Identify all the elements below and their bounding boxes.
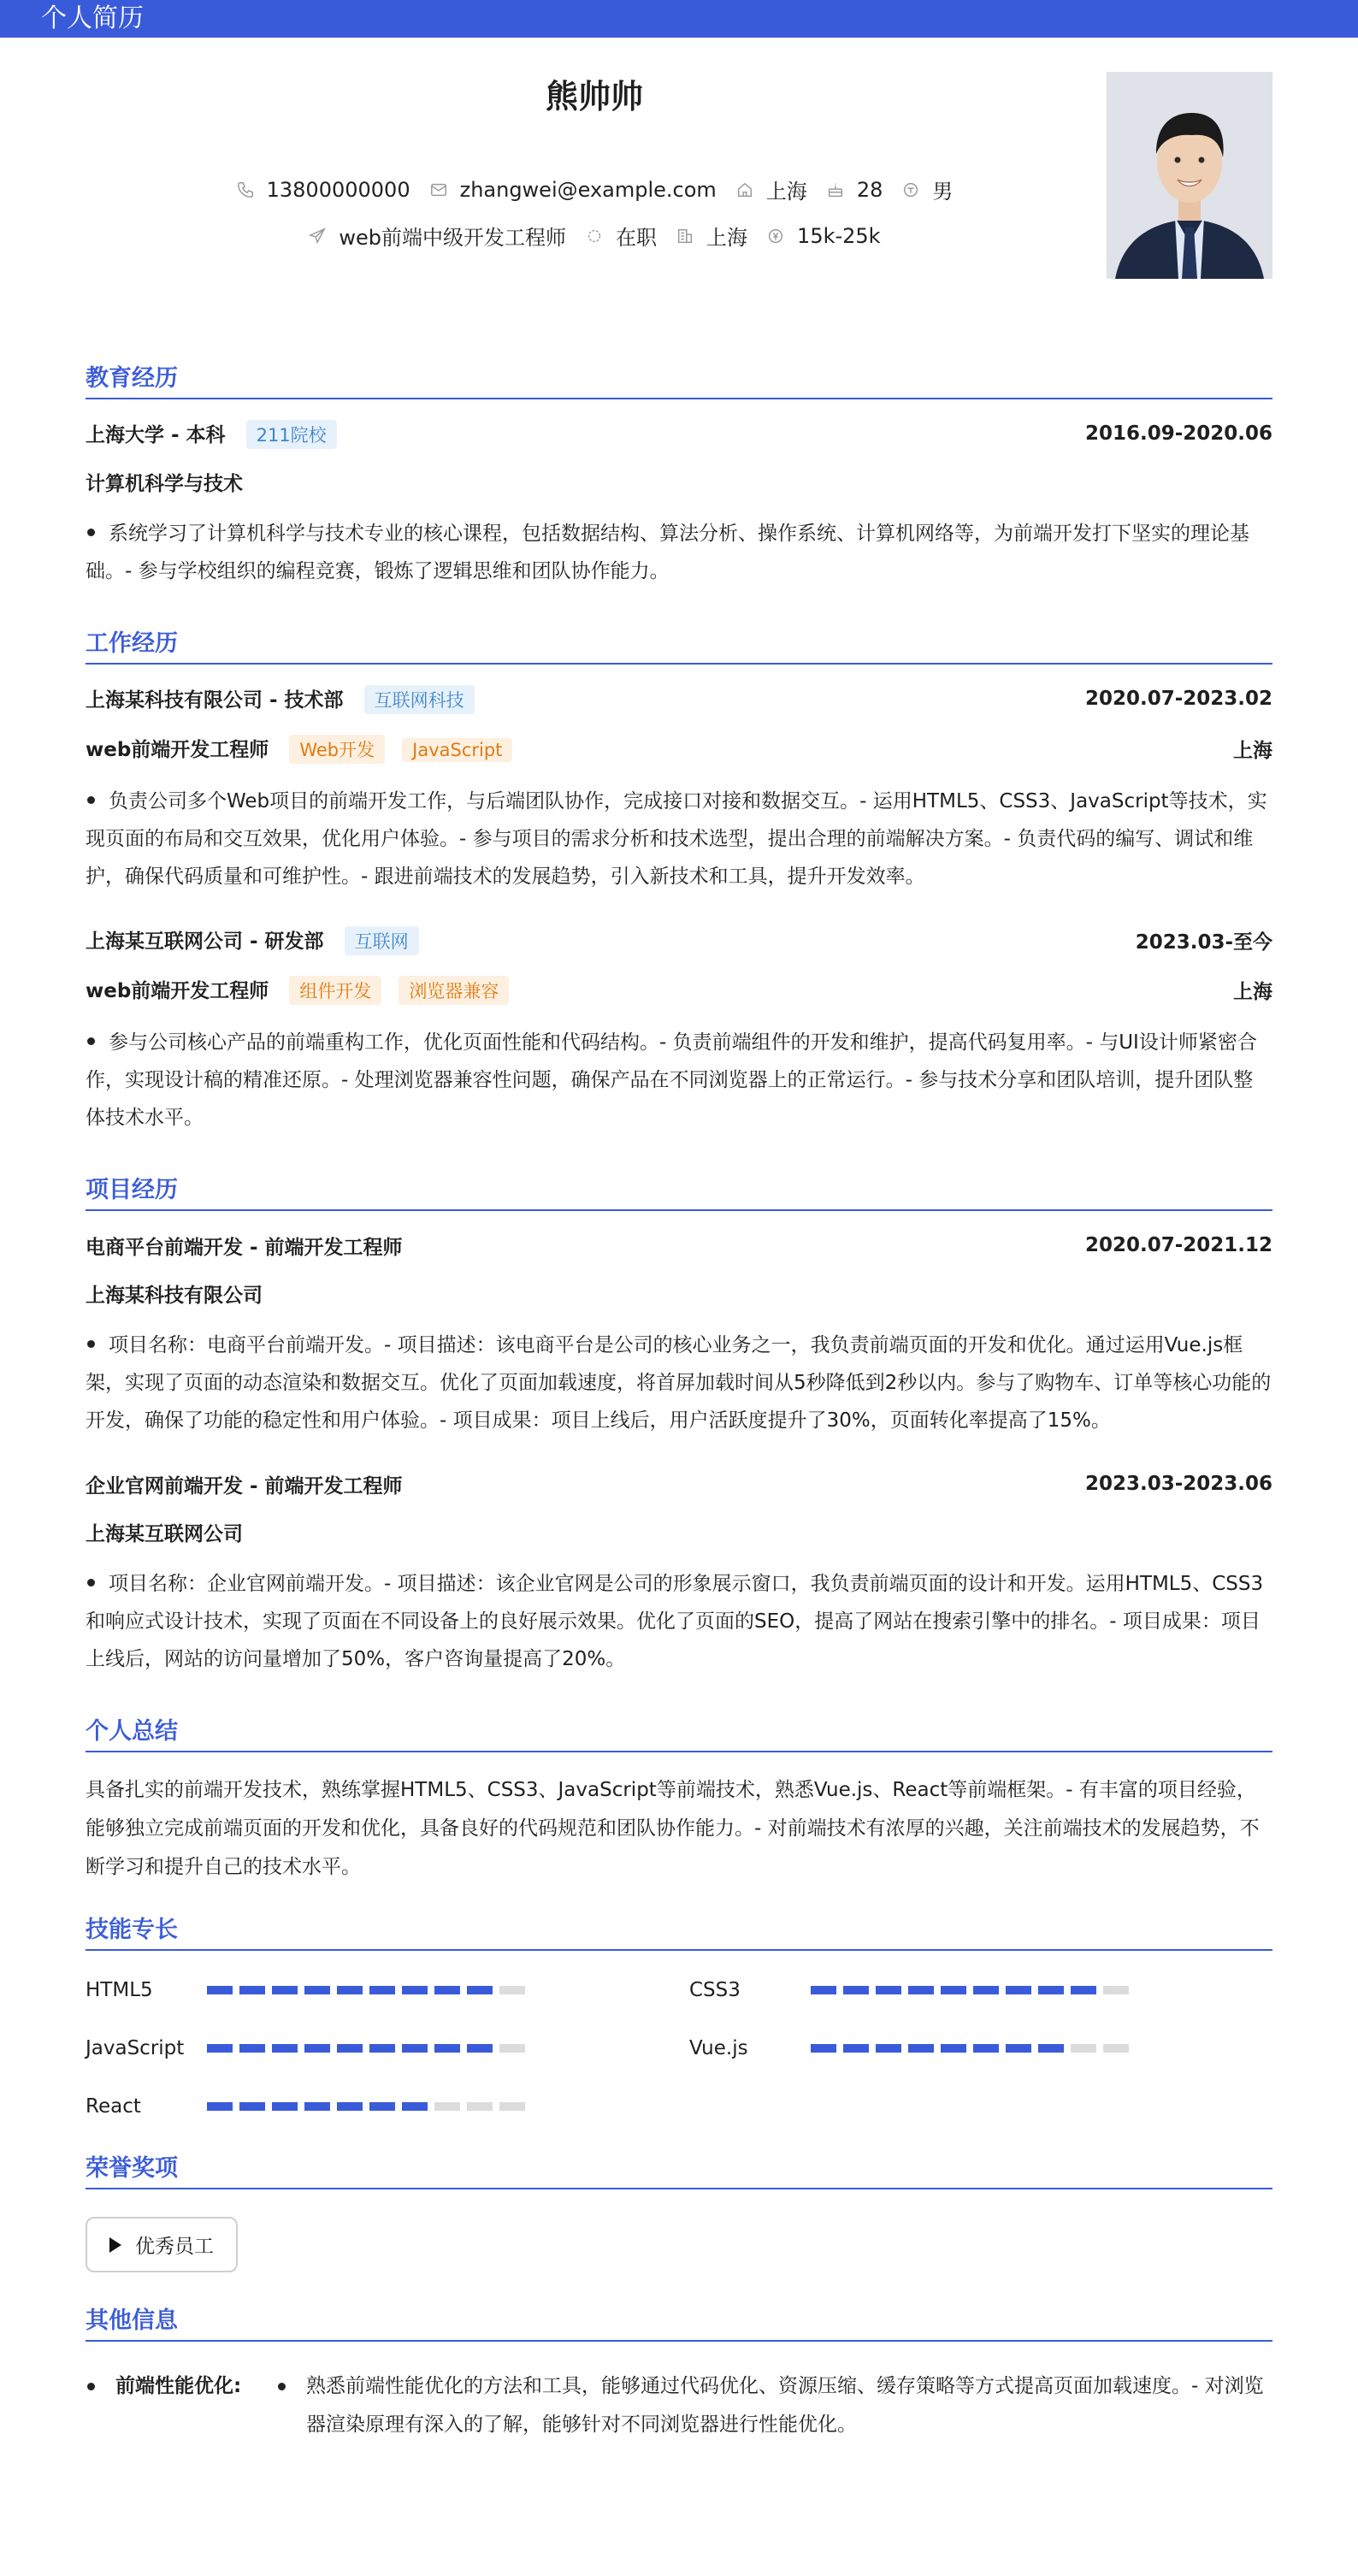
skill-level-segment: [239, 1986, 265, 1994]
contact-row: [86, 174, 1103, 204]
skill-level-segment: [304, 2044, 330, 2053]
education-description: [86, 515, 1272, 590]
salary-text: 15k-25k: [797, 223, 881, 248]
job-skill-tag: 组件开发: [289, 976, 381, 1005]
phone-icon: [236, 180, 255, 199]
profile-photo: [1107, 72, 1272, 279]
skills-grid: [86, 1976, 1272, 2120]
gender-text: 男: [932, 180, 954, 204]
skill-level-segment: [239, 2044, 265, 2053]
skill-level-segment: [499, 1986, 525, 1994]
skill-level-bar: [811, 1986, 1129, 1994]
project-date: 2023.03-2023.06: [1084, 1473, 1272, 1495]
job-skill-tag: 浏览器兼容: [399, 976, 509, 1005]
job-role-line: [86, 734, 512, 764]
home-icon: [735, 180, 754, 199]
skill-level-segment: [1071, 1986, 1096, 1994]
job-item: [86, 925, 1272, 1137]
school-line: [86, 419, 337, 449]
skill-level-segment: [908, 2044, 934, 2053]
skill-level-segment: [337, 1986, 363, 1994]
skill-level-segment: [908, 1986, 934, 1994]
profile-name: 熊帅帅: [545, 78, 643, 115]
skill-name: CSS3: [689, 1979, 741, 2001]
resume-title: 个人简历: [41, 3, 144, 33]
skill-level-segment: [1038, 2044, 1064, 2053]
skill-level-segment: [207, 2102, 233, 2111]
gender-icon: [901, 180, 920, 199]
skill-level-segment: [402, 2044, 428, 2053]
job-role: web前端开发工程师: [86, 979, 269, 1002]
skill-level-segment: [402, 2102, 428, 2111]
bullet-dot: [87, 2383, 95, 2390]
skill-name: JavaScript: [86, 2037, 185, 2059]
skill-level-segment: [499, 2102, 525, 2111]
skill-level-segment: [402, 1986, 428, 1994]
award-item[interactable]: [86, 2217, 238, 2272]
age-item: [826, 178, 883, 202]
job-company-line: [86, 684, 475, 714]
job-role-row: [86, 733, 1272, 764]
job-date: 2020.07-2023.02: [1084, 688, 1272, 710]
education-major: 计算机科学与技术: [86, 473, 243, 495]
skills-section: [86, 1911, 1272, 2120]
mail-icon: [429, 180, 448, 199]
status-item: [585, 221, 657, 251]
education-header: [86, 418, 1272, 449]
city-text: 上海: [765, 180, 807, 204]
summary-section: [86, 1712, 1272, 1887]
skill-item: [689, 1976, 1293, 2004]
project-description: [86, 1326, 1272, 1439]
school-tag: 211院校: [246, 420, 337, 449]
job-description: [86, 783, 1272, 895]
skill-name: HTML5: [86, 1979, 153, 2001]
awards-section: [86, 2149, 1272, 2272]
project-desc-text: 项目名称：电商平台前端开发。- 项目描述：该电商平台是公司的核心业务之一，我负责前端页面的开发和优化。通过运用Vue.js框架，实现了页面的动态渲染和数据交互。优化了页面加载速度，将首屏加载时间从5秒降低到2秒以内。参与了购物车、订单等核心功能的开发，确保了功能的稳定性和用户体验。- 项目成果：项目上线后，用户活跃度提升了30%，页面转化率提高了15%。: [86, 1334, 1272, 1432]
job-desc-text: 参与公司核心产品的前端重构工作，优化页面性能和代码结构。- 负责前端组件的开发和维护，提高代码复用率。- 与UI设计师紧密合作，实现设计稿的精准还原。- 处理浏览器兼容性问题，确保产品在不同浏览器上的正常运行。- 参与技术分享和团队培训，提升团队整体技术水平。: [86, 1031, 1257, 1129]
summary-title: 个人总结: [86, 1712, 1272, 1752]
skill-level-segment: [272, 2102, 298, 2111]
projects-section: [86, 1171, 1272, 1678]
skill-level-segment: [369, 1986, 395, 1994]
education-title: 教育经历: [86, 359, 1272, 399]
skill-level-bar: [811, 2044, 1129, 2053]
skill-level-segment: [1103, 1986, 1129, 1994]
skill-level-segment: [811, 1986, 836, 1994]
skill-level-segment: [337, 2044, 363, 2053]
phone-text: 13800000000: [266, 177, 410, 202]
bullet-dot: [87, 1579, 95, 1586]
skill-level-segment: [434, 2102, 460, 2111]
education-section: [86, 359, 1272, 590]
job-date: 2023.03-至今: [1135, 931, 1272, 954]
skill-level-segment: [941, 1986, 966, 1994]
bullet-dot: [278, 2383, 286, 2390]
summary-text: 具备扎实的前端开发技术，熟练掌握HTML5、CSS3、JavaScript等前端技术，熟悉Vue.js、React等前端框架。- 有丰富的项目经验，能够独立完成前端页面的开发和优化，具备良好的代码规范和团队协作能力。- 对前端技术有浓厚的兴趣，关注前端技术的发展趋势，不断学习和提升自己的技术水平。: [86, 1779, 1260, 1878]
status-text: 在职: [616, 226, 658, 250]
phone-item: [236, 178, 410, 202]
profile-photo-illustration: [1107, 72, 1272, 279]
email-text: zhangwei@example.com: [459, 177, 717, 202]
other-section: [86, 2301, 1272, 2444]
skill-level-segment: [973, 2044, 999, 2053]
other-item: [86, 2367, 1272, 2444]
skill-level-segment: [1103, 2044, 1129, 2053]
project-item: [86, 1468, 1272, 1678]
job-role-row: [86, 974, 1272, 1005]
bullet-dot: [87, 529, 95, 536]
age-text: 28: [856, 177, 883, 202]
job-item: [86, 683, 1272, 895]
skill-level-segment: [272, 1986, 298, 1994]
city-item: [735, 174, 807, 204]
work-city-text: 上海: [706, 226, 748, 250]
skill-level-segment: [876, 1986, 901, 1994]
skill-item: [86, 2035, 689, 2062]
other-title: 其他信息: [86, 2301, 1272, 2342]
other-label: 前端性能优化:: [115, 2375, 242, 2397]
skill-level-segment: [369, 2102, 395, 2111]
job-desc-text: 负责公司多个Web项目的前端开发工作，与后端团队协作，完成接口对接和数据交互。- 运用HTML5、CSS3、JavaScript等技术，实现页面的布局和交互效果，优化用户体验。- 参与项目的需求分析和技术选型，提出合理的前端解决方案。- 负责代码的编写、调试和维护，确保代码质量和可维护性。- 跟进前端技术的发展趋势，引入新技术和工具，提升开发效率。: [86, 790, 1267, 888]
skill-level-segment: [434, 2044, 460, 2053]
job-description: [86, 1024, 1272, 1137]
resume-topbar: [0, 0, 1358, 38]
job-company-tag: 互联网科技: [364, 685, 475, 714]
job-skill-tag: JavaScript: [402, 738, 512, 762]
project-name: 电商平台前端开发 - 前端开发工程师: [86, 1236, 403, 1259]
job-header: [86, 925, 1272, 955]
skill-level-segment: [207, 1986, 233, 1994]
skill-level-segment: [1006, 2044, 1031, 2053]
project-header: [86, 1230, 1272, 1261]
skill-level-segment: [811, 2044, 836, 2053]
job-company: 上海某互联网公司 - 研发部: [86, 930, 324, 953]
position-item: [308, 221, 566, 251]
job-company: 上海某科技有限公司 - 技术部: [86, 688, 344, 712]
email-item: [429, 178, 717, 202]
skill-level-segment: [941, 2044, 966, 2053]
work-section: [86, 624, 1272, 1137]
skill-level-segment: [207, 2044, 233, 2053]
work-title: 工作经历: [86, 624, 1272, 665]
skill-level-segment: [467, 2044, 493, 2053]
position-text: web前端中级开发工程师: [339, 226, 567, 250]
skill-level-segment: [843, 1986, 869, 1994]
skill-level-segment: [337, 2102, 363, 2111]
resume-page: [0, 38, 1358, 2444]
skill-level-segment: [843, 2044, 869, 2053]
salary-item: [766, 224, 881, 248]
bullet-dot: [87, 796, 95, 804]
bullet-dot: [87, 1037, 95, 1045]
skill-level-segment: [876, 2044, 901, 2053]
skill-level-segment: [467, 2102, 493, 2111]
skill-level-segment: [1038, 1986, 1064, 1994]
project-item: [86, 1230, 1272, 1439]
project-description: [86, 1565, 1272, 1678]
job-role-line: [86, 975, 509, 1005]
project-desc-text: 项目名称：企业官网前端开发。- 项目描述：该企业官网是公司的形象展示窗口，我负责前端页面的设计和开发。运用HTML5、CSS3和响应式设计技术，实现了页面在不同设备上的良好展示效果。优化了页面的SEO，提高了网站在搜索引擎中的排名。- 项目成果：项目上线后，网站的访问量增加了50%，客户咨询量提高了20%。: [86, 1573, 1264, 1670]
skills-title: 技能专长: [86, 1911, 1272, 1951]
skill-item: [86, 2093, 689, 2120]
job-company-tag: 互联网: [345, 926, 419, 955]
job-intent-row: [86, 221, 1103, 251]
skill-level-segment: [434, 1986, 460, 1994]
skill-level-segment: [272, 2044, 298, 2053]
skill-item: [86, 1976, 689, 2004]
education-date: 2016.09-2020.06: [1084, 422, 1272, 445]
skill-level-bar: [207, 2044, 525, 2053]
gender-item: [901, 174, 953, 204]
skill-level-segment: [369, 2044, 395, 2053]
job-header: [86, 683, 1272, 714]
other-text: 熟悉前端性能优化的方法和工具，能够通过代码优化、资源压缩、缓存策略等方式提高页面加载速度。- 对浏览器渲染原理有深入的了解，能够针对不同浏览器进行性能优化。: [306, 2375, 1264, 2436]
bullet-dot: [87, 1340, 95, 1348]
project-header: [86, 1468, 1272, 1499]
project-company: 上海某科技有限公司: [86, 1285, 263, 1307]
skill-level-segment: [467, 1986, 493, 1994]
awards-title: 荣誉奖项: [86, 2149, 1272, 2189]
skill-name: React: [86, 2095, 141, 2118]
job-location: 上海: [1233, 980, 1272, 1003]
project-company: 上海某互联网公司: [86, 1523, 243, 1545]
skill-level-segment: [973, 1986, 999, 1994]
skill-level-segment: [304, 1986, 330, 1994]
school-name: 上海大学 - 本科: [86, 423, 226, 446]
skill-level-segment: [499, 2044, 525, 2053]
job-location: 上海: [1233, 739, 1272, 762]
award-label: 优秀员工: [135, 2236, 214, 2258]
skill-name: Vue.js: [689, 2037, 748, 2059]
skill-item: [689, 2035, 1293, 2062]
skill-level-segment: [1071, 2044, 1096, 2053]
skill-level-segment: [1006, 1986, 1031, 1994]
skill-level-bar: [207, 1986, 525, 1994]
building-icon: [676, 227, 694, 245]
job-role: web前端开发工程师: [86, 738, 269, 761]
profile-header: [86, 38, 1272, 328]
education-desc-text: 系统学习了计算机科学与技术专业的核心课程，包括数据结构、算法分析、操作系统、计算机网络等，为前端开发打下坚实的理论基础。- 参与学校组织的编程竞赛，锻炼了逻辑思维和团队协作能力。: [86, 523, 1249, 582]
skill-level-bar: [207, 2102, 525, 2111]
send-icon: [308, 227, 327, 245]
status-icon: [585, 227, 604, 245]
project-name: 企业官网前端开发 - 前端开发工程师: [86, 1474, 403, 1498]
salary-icon: [766, 227, 785, 245]
projects-title: 项目经历: [86, 1171, 1272, 1211]
project-date: 2020.07-2021.12: [1084, 1234, 1272, 1256]
expand-triangle-icon: [109, 2237, 121, 2253]
skill-level-segment: [239, 2102, 265, 2111]
job-skill-tag: Web开发: [289, 735, 385, 764]
skill-level-segment: [304, 2102, 330, 2111]
work-city-item: [676, 221, 747, 251]
job-company-line: [86, 925, 419, 955]
cake-icon: [826, 180, 845, 199]
